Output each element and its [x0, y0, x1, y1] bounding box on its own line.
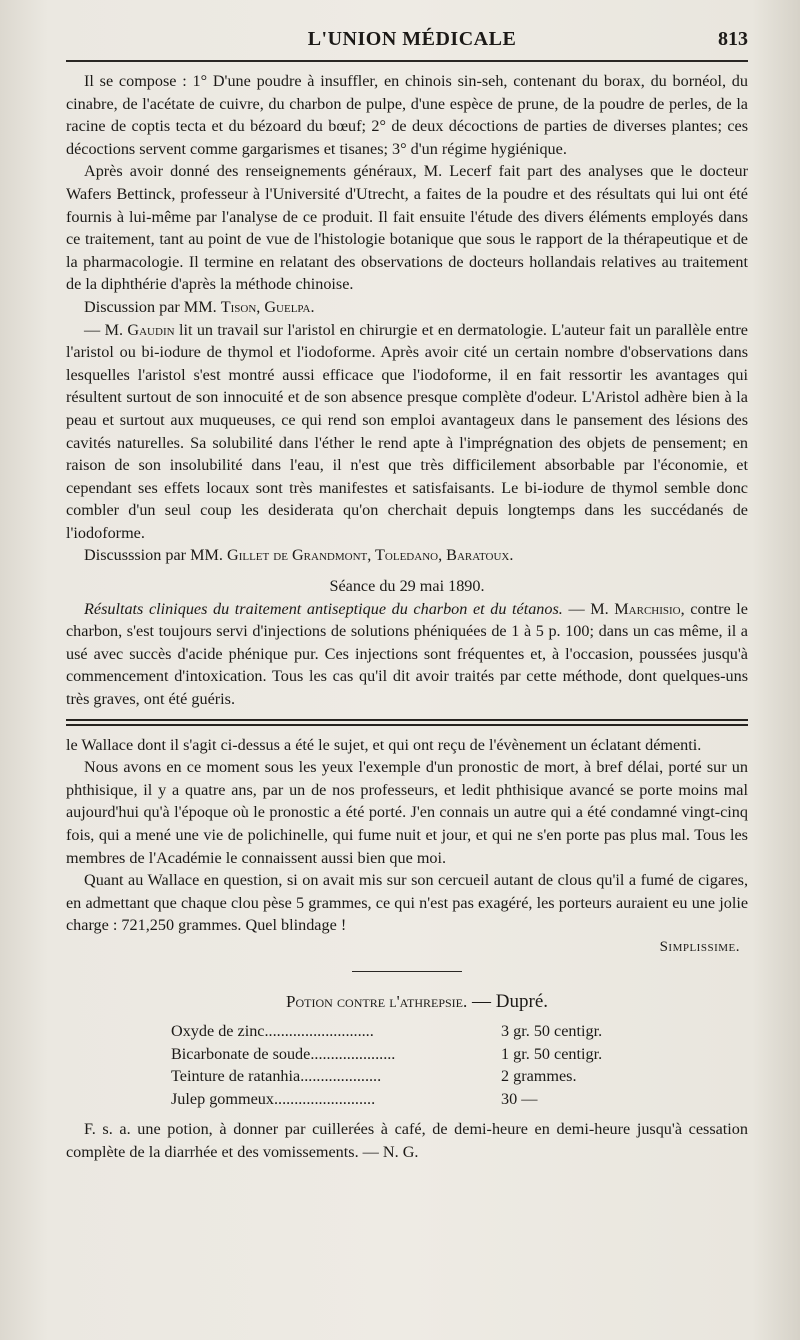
marchisio-name: Marchisio: [614, 599, 681, 618]
ingredient-name: Bicarbonate de soude: [171, 1044, 311, 1063]
ingredient-leader-dots: ....................: [300, 1067, 382, 1086]
ingredient-cell: [171, 1043, 501, 1066]
recipe-row: [171, 1020, 602, 1043]
gaudin-text: lit un travail sur l'aristol en chirurgie et en dermatologie. L'auteur fait un parallèle entre l'aristol ou bi-iodure de thymol et l'iodoforme. Après avoir cité un certain nombre d'observations dans lesquelles l'aristol s'est montré aussi efficace que l'iodoforme, il en fait ressortir les avantages qui résultent surtout de son innocuité et de son absence presque complète d'odeur. L'Aristol adhère bien à la peau et surtout aux muqueuses, ce qui rend son emploi avantageux dans le pansement des lésions des cavités naturelles. Sa solubilité dans l'éther le rend apte à l'imprégnation des objets de pensement; en raison de son insolubilité dans l'eau, il n'est que très difficilement absorbable par l'économie, et cependant ses effets locaux sont très manifestes et satisfaisants. Le bi-iodure de thymol semble donc combler d'un seul coup les desiderata qu'on cherchait depuis longtemps dans les succédanés de l'iodoforme.: [66, 320, 748, 542]
paragraph-instructions: F. s. a. une potion, à donner par cuillerées à café, de demi-heure en demi-heure jusqu'à cessation complète de la diarrhée et des vomissements. — N. G.: [66, 1120, 748, 1161]
ingredient-quantity: 2 grammes.: [501, 1067, 577, 1086]
paragraph-pronostic: Nous avons en ce moment sous les yeux l'exemple d'un pronostic de mort, à bref délai, porté sur un phthisique, il y a quatre ans, par un de nos professeurs, et ledit phthisique avancé se porte moins mal aujourd'hui qu'à l'époque où le pronostic a été porté. J'en connais un autre qui a été condamné vingt-cinq fois, qui a mené une vie de polichinelle, qui fume nuit et jour, et qui ne s'en porte pas plus mal. Tous les membres de l'Académie le connaissent aussi bien que moi.: [66, 758, 748, 867]
ingredient-name: Oxyde de zinc: [171, 1021, 265, 1040]
seance-heading: Séance du 29 mai 1890.: [329, 577, 485, 596]
potion-title: [66, 990, 748, 1014]
paragraph-lecerf: Après avoir donné des renseignements généraux, M. Lecerf fait part des analyses que le docteur Wafers Bettinck, professeur à l'Université d'Utrecht, a faites de la poudre et des résultats qui lui ont été fournis à lui-même par l'analyse de ce produit. Il fait ensuite l'étude des divers éléments employés dans ce traitement, tant au point de vue de l'histologie botanique que sous le rapport de la thérapeutique et de la pharmacologie. Il termine en relatant des observations de docteurs hollandais relatives au traitement de la diphthérie d'après la méthode chinoise.: [66, 162, 748, 294]
discussion-2-prefix: Discusssion par MM.: [84, 546, 227, 565]
running-title: L'UNION MÉDICALE: [307, 28, 517, 50]
short-rule: [352, 971, 462, 972]
ingredient-quantity: 1 gr. 50 centigr.: [501, 1044, 603, 1063]
potion-title-author: — Dupré.: [467, 990, 548, 1012]
ingredient-leader-dots: .........................: [273, 1089, 376, 1108]
paragraph-cigares: Quant au Wallace en question, si on avait mis sur son cercueil autant de clous qu'il a fumé de cigares, en admettant que chaque clou pèse 5 grammes, ce qui n'est pas exagéré, les porteurs auraient eu une jolie charge : 721,250 grammes. Quel blindage !: [66, 871, 748, 935]
ingredient-name: Julep gommeux: [171, 1089, 274, 1108]
paragraph-discussion-1: [66, 296, 748, 319]
signature: Simplissime.: [659, 938, 740, 955]
gaudin-prefix: — M.: [84, 320, 128, 339]
paragraph-gaudin: [66, 319, 748, 545]
paragraph-wallace: le Wallace dont il s'agit ci-dessus a été le sujet, et qui ont reçu de l'évènement un éclatant démenti.: [66, 735, 702, 754]
discussion-prefix: Discussion par MM.: [84, 297, 221, 316]
ingredient-leader-dots: ...........................: [264, 1021, 374, 1040]
ingredient-leader-dots: .....................: [310, 1044, 396, 1063]
ingredient-cell: [171, 1020, 501, 1043]
paragraph-marchisio: [66, 598, 748, 711]
ingredient-quantity: 30 —: [501, 1089, 538, 1108]
ingredient-name: Teinture de ratanhia: [171, 1067, 301, 1086]
ingredient-cell: [171, 1065, 501, 1088]
ingredient-quantity: 3 gr. 50 centigr.: [501, 1021, 603, 1040]
running-header: [66, 28, 748, 58]
recipe-table: [171, 1020, 602, 1110]
paragraph-composition: Il se compose : 1° D'une poudre à insuffler, en chinois sin-seh, contenant du borax, du bornéol, du cinabre, de l'acétate de cuivre, du charbon de pulpe, d'une espèce de prune, de la poudre de perles, de la racine de coptis tecta et du bézoard du bœuf; 2° de deux décoctions de parties de diverses plantes; ces décoctions servent comme gargarismes et tisanes; 3° d'un régime hygiénique.: [66, 72, 748, 158]
discussion-names: Tison, Guelpa.: [220, 297, 315, 316]
recipe-row: [171, 1088, 602, 1111]
marchisio-mid: — M.: [562, 599, 615, 618]
paragraph-discussion-2: [66, 544, 748, 567]
recipe-row: [171, 1065, 602, 1088]
marchisio-text: , contre le charbon, s'est toujours servi d'injections de solutions phéniquées de 1 à 5 p. 100; dans un cas même, il a usé avec succès d'acide phénique pur. Ces injections sont fréquentes et, à l'occasion, poussées jusqu'à commencement d'intoxication. Tous les cas qu'il dit avoir traités par cette méthode, dont quelques-uns très graves, ont été guéris.: [66, 599, 748, 709]
ingredient-cell: [171, 1088, 501, 1111]
gaudin-name: Gaudin: [127, 320, 175, 339]
page-number: 813: [718, 28, 748, 50]
potion-title-main: Potion contre l'athrepsie.: [286, 991, 468, 1011]
header-rule: [66, 60, 748, 62]
section-double-rule: [66, 719, 748, 726]
recipe-row: [171, 1043, 602, 1066]
discussion-2-names: Gillet de Grandmont, Toledano, Baratoux.: [227, 546, 514, 565]
marchisio-title: Résultats cliniques du traitement antiseptique du charbon et du tétanos.: [84, 599, 563, 618]
